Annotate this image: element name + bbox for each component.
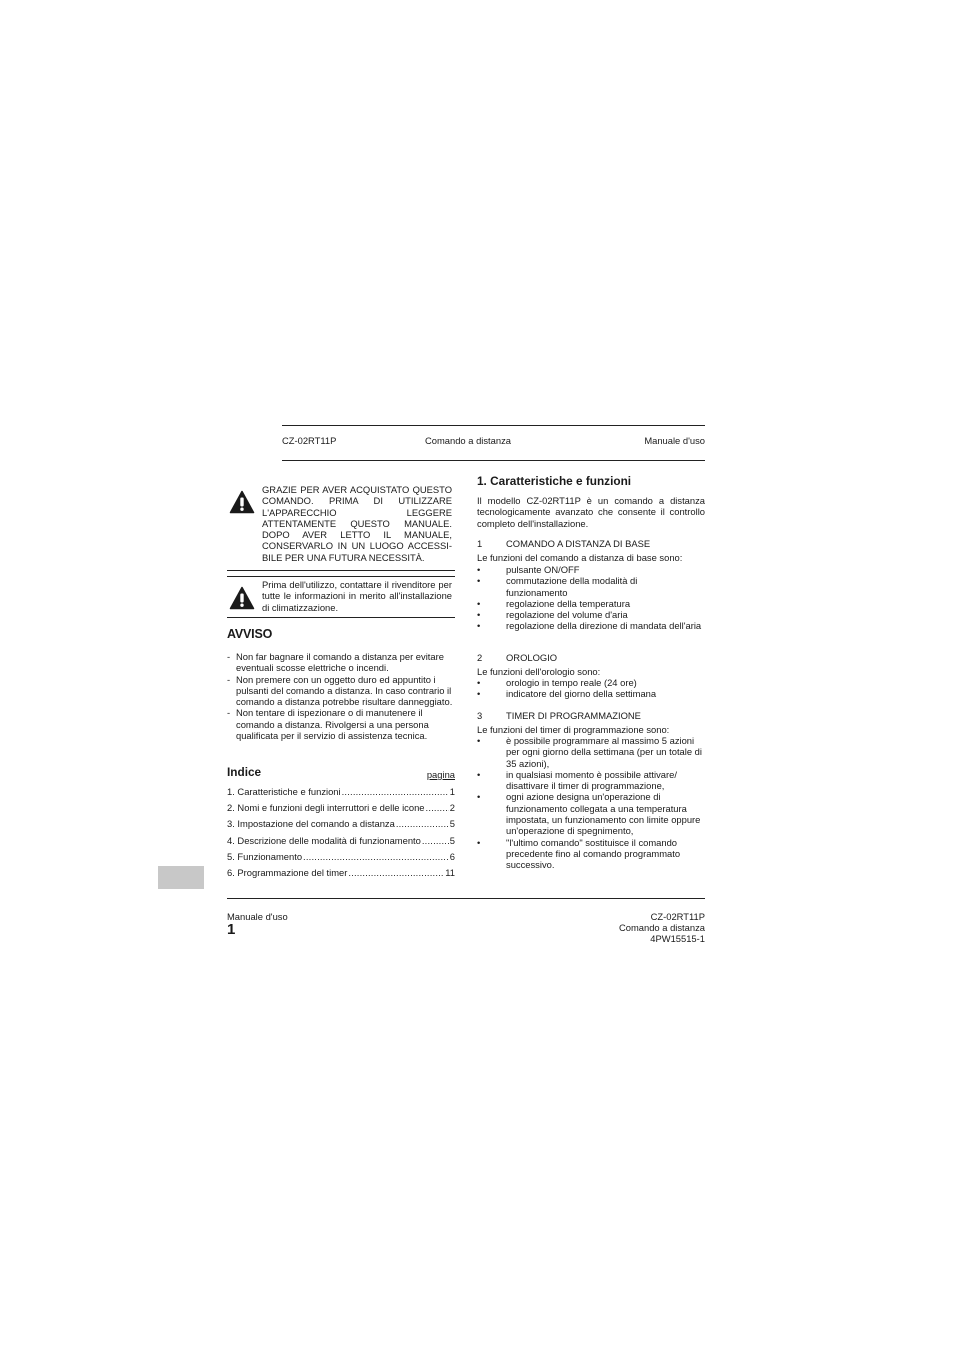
subsection-number: 3 — [477, 710, 483, 721]
subsection-lead: Le funzioni dell'orologio sono: — [477, 666, 601, 677]
list-item: • indicatore del giorno della settimana — [477, 688, 705, 699]
warning-divider-3 — [227, 617, 455, 618]
feature-list — [477, 564, 705, 632]
indice-title: Indice — [227, 765, 262, 779]
toc-entry[interactable] — [227, 851, 455, 867]
list-item: • orologio in tempo reale (24 ore) — [477, 677, 705, 688]
warning-divider-1 — [227, 570, 455, 571]
section-title: 1. Caratteristiche e funzioni — [477, 474, 632, 488]
avviso-item: - Non premere con un oggetto duro ed appuntito i pulsanti del comando a distanza. In caso contrario il comando a distanza potrebbe risultare danneggiato. — [227, 674, 455, 708]
warning-box-1 — [227, 484, 455, 568]
indice-page-label: pagina — [426, 769, 455, 780]
warning-box-2 — [227, 579, 455, 615]
avviso-list — [227, 651, 455, 741]
list-item: • in qualsiasi momento è possibile attivare/ disattivare il timer di programmazione, — [477, 769, 705, 792]
header-product: Comando a distanza — [425, 435, 511, 446]
toc-entry[interactable] — [227, 802, 455, 818]
subsection-title: TIMER DI PROGRAMMAZIONE — [506, 710, 641, 721]
warning-divider-2 — [227, 576, 455, 577]
language-tab-marker — [158, 866, 204, 889]
toc-entry-page: 11 — [445, 866, 455, 878]
list-item: • regolazione del volume d'aria — [477, 609, 705, 620]
toc-entry-label: 1. Caratteristiche e funzioni — [227, 786, 341, 797]
toc-entry[interactable] — [227, 786, 455, 802]
header-top-rule — [282, 425, 705, 426]
toc-entry-label: 3. Impostazione del comando a distanza — [227, 818, 395, 830]
warning-text-1: GRAZIE PER AVER ACQUISTATO QUESTO COMANDO. PRIMA DI UTILIZZARE L'APPARECCHIO LEGGERE ATTENTAMENTE QUESTO MANUALE. DOPO AVER LETTO IL MANUALE, CONSERVARLO IN UN LUOGO ACCESSI-BILE PER UNA FUTURA NECESSITÀ. — [262, 484, 452, 563]
avviso-item: - Non far bagnare il comando a distanza per evitare eventuali scosse elettriche o incendi. — [227, 651, 455, 674]
feature-list — [477, 677, 705, 700]
footer-model: CZ-02RT11P — [650, 911, 705, 922]
subsection-heading — [477, 710, 705, 721]
footer-rule — [227, 898, 705, 899]
list-item: • pulsante ON/OFF — [477, 564, 705, 575]
avviso-item: - Non tentare di ispezionare o di manutenere il comando a distanza. Rivolgersi a una persona qualificata per il servizio di assistenza tecnica. — [227, 707, 455, 741]
toc-entry[interactable] — [227, 818, 455, 834]
toc-entry-page: 5 — [449, 818, 455, 830]
subsection-heading — [477, 652, 705, 663]
subsection-number: 1 — [477, 538, 483, 549]
toc-entry-page: 1 — [449, 786, 455, 797]
warning-text-2: Prima dell'utilizzo, contattare il rivenditore per tutte le informazioni in merito all'installazione di climatizzazione. — [262, 579, 452, 613]
toc-entry-label: 2. Nomi e funzioni degli interruttori e delle icone — [227, 802, 425, 814]
subsection-lead: Le funzioni del timer di programmazione sono: — [477, 724, 670, 735]
list-item: • è possibile programmare al massimo 5 azioni per ogni giorno della settimana (per un totale di 35 azioni), — [477, 735, 705, 769]
list-item: • "l'ultimo comando" sostituisce il comando precedente fino al comando programmato successivo. — [477, 837, 705, 871]
header-doc-type: Manuale d'uso — [644, 435, 705, 446]
subsection-title: OROLOGIO — [506, 652, 558, 663]
list-item: • regolazione della direzione di mandata dell'aria — [477, 620, 705, 631]
warning-triangle-icon — [229, 586, 255, 610]
toc-entry-page: 2 — [449, 802, 455, 814]
subsection-title: COMANDO A DISTANZA DI BASE — [506, 538, 651, 549]
toc-entry-label: 4. Descrizione delle modalità di funzionamento — [227, 834, 421, 846]
toc-entry[interactable] — [227, 867, 455, 883]
table-of-contents — [227, 786, 455, 883]
toc-entry-label: 6. Programmazione del timer — [227, 866, 348, 878]
footer-product: Comando a distanza — [619, 922, 705, 933]
subsection-heading — [477, 538, 705, 549]
footer-doc-type: Manuale d'uso — [227, 911, 288, 922]
page-number: 1 — [227, 921, 236, 938]
toc-entry-page: 6 — [449, 850, 455, 862]
subsection-lead: Le funzioni del comando a distanza di base sono: — [477, 552, 683, 563]
avviso-title: AVVISO — [227, 627, 273, 641]
list-item: • regolazione della temperatura — [477, 598, 705, 609]
section-intro: Il modello CZ-02RT11P è un comando a distanza tecnologicamente avanzato che consente il controllo completo dell'installazione. — [477, 495, 705, 529]
footer-doc-code: 4PW15515-1 — [650, 933, 705, 944]
list-item: • commutazione della modalità di funzionamento — [477, 575, 705, 598]
header-model: CZ-02RT11P — [282, 435, 337, 446]
toc-entry-page: 5 — [449, 834, 455, 846]
feature-list — [477, 735, 705, 871]
list-item: • ogni azione designa un'operazione di funzionamento collegata a una temperatura impostata, un funzionamento con limite oppure un'operazione di spegnimento, — [477, 791, 705, 836]
warning-triangle-icon — [229, 490, 255, 514]
header-bottom-rule — [282, 460, 705, 461]
toc-entry[interactable] — [227, 835, 455, 851]
toc-entry-label: 5. Funzionamento — [227, 850, 303, 862]
subsection-number: 2 — [477, 652, 483, 663]
